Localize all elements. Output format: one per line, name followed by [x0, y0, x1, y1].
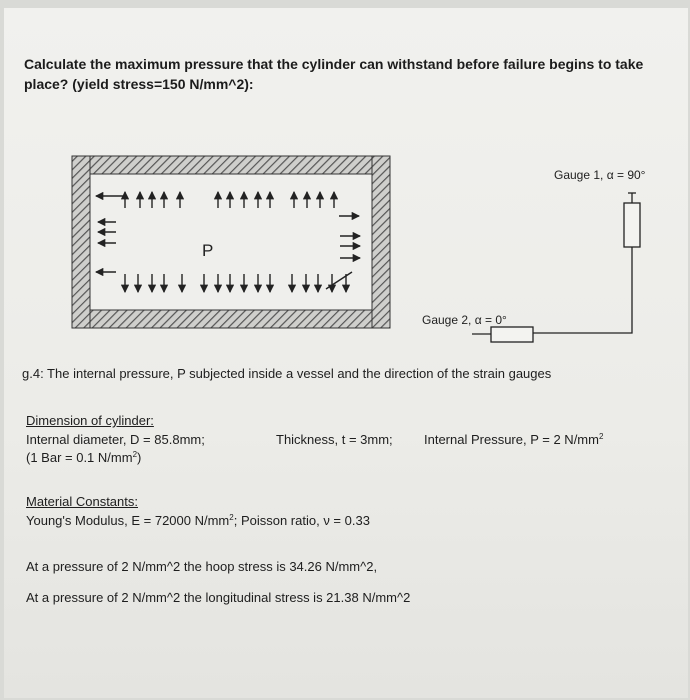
bar-conversion-sup: 2 — [132, 450, 138, 459]
vessel-figure — [4, 8, 688, 348]
internal-pressure-sup: 2 — [598, 432, 604, 441]
internal-diameter: Internal diameter, D = 85.8mm; — [26, 432, 205, 447]
youngs-modulus: Young's Modulus, E = 72000 N/mm — [26, 513, 230, 528]
bar-conversion-text: (1 Bar = 0.1 N/mm — [26, 450, 133, 465]
hoop-stress-result: At a pressure of 2 N/mm^2 the hoop stress is 34.26 N/mm^2, — [26, 559, 378, 574]
question-line-1: Calculate the maximum pressure that the cylinder can withstand before failure begins to take — [24, 56, 644, 72]
material-heading: Material Constants: — [26, 494, 138, 509]
document-page — [4, 8, 688, 698]
pressure-label: P — [202, 241, 214, 260]
cylinder-wall — [72, 156, 390, 328]
bar-conversion-close: ) — [137, 450, 142, 465]
wall-thickness: Thickness, t = 3mm; — [276, 432, 393, 447]
gauge-2 — [491, 327, 533, 342]
youngs-modulus-sup: 2 — [229, 513, 234, 522]
question-line-2: place? (yield stress=150 N/mm^2): — [24, 76, 254, 92]
material-constants — [26, 513, 370, 528]
poisson-ratio: ; Poisson ratio, ν = 0.33 — [233, 513, 370, 528]
longitudinal-stress-result: At a pressure of 2 N/mm^2 the longitudinal stress is 21.38 N/mm^2 — [26, 590, 411, 605]
bar-conversion — [26, 450, 141, 465]
gauge-1 — [624, 193, 640, 247]
dimension-heading: Dimension of cylinder: — [26, 413, 154, 428]
figure-caption: g.4: The internal pressure, P subjected inside a vessel and the direction of the strain gauges — [22, 366, 552, 381]
gauge-2-label: Gauge 2, α = 0° — [422, 313, 507, 327]
gauge-1-label: Gauge 1, α = 90° — [554, 168, 646, 182]
internal-pressure — [424, 432, 603, 447]
internal-pressure-value: Internal Pressure, P = 2 N/mm — [424, 432, 599, 447]
